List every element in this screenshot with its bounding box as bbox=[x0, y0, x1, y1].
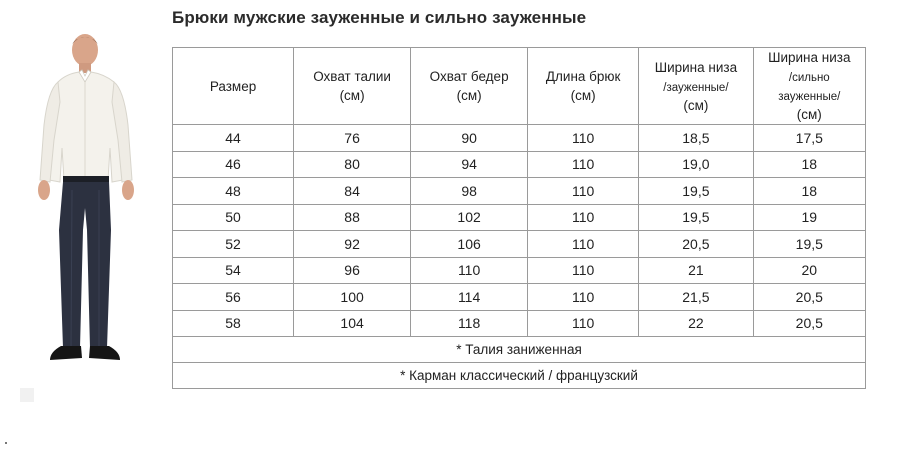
cell-bottom-very-narrow: 19,5 bbox=[753, 231, 865, 258]
cell-waist: 100 bbox=[294, 284, 411, 311]
header-hip-unit: (см) bbox=[456, 88, 482, 103]
table-note-row bbox=[173, 363, 866, 389]
cell-waist: 76 bbox=[294, 125, 411, 152]
cell-size: 50 bbox=[173, 204, 294, 231]
cell-bottom-very-narrow: 18 bbox=[753, 151, 865, 178]
header-narrow-unit: (см) bbox=[683, 97, 709, 113]
cell-hip: 114 bbox=[411, 284, 528, 311]
cell-size: 54 bbox=[173, 257, 294, 284]
page-title: Брюки мужские зауженные и сильно зауженные bbox=[172, 8, 587, 27]
header-narrow-qualifier: /зауженные/ bbox=[663, 81, 729, 94]
header-very-narrow-label: Ширина низа bbox=[768, 50, 851, 65]
cell-hip: 102 bbox=[411, 204, 528, 231]
cell-waist: 80 bbox=[294, 151, 411, 178]
cell-hip: 94 bbox=[411, 151, 528, 178]
cell-length: 110 bbox=[528, 310, 639, 337]
size-table bbox=[172, 47, 866, 389]
header-bottom-width-narrow bbox=[639, 48, 753, 125]
cell-size: 58 bbox=[173, 310, 294, 337]
cell-waist: 92 bbox=[294, 231, 411, 258]
table-row bbox=[173, 151, 866, 178]
cell-length: 110 bbox=[528, 151, 639, 178]
cell-bottom-narrow: 19,0 bbox=[639, 151, 753, 178]
cell-waist: 88 bbox=[294, 204, 411, 231]
header-bottom-width-very-narrow bbox=[753, 48, 865, 125]
header-length-unit: (см) bbox=[570, 88, 596, 103]
cell-length: 110 bbox=[528, 125, 639, 152]
cell-bottom-very-narrow: 19 bbox=[753, 204, 865, 231]
cell-bottom-narrow: 20,5 bbox=[639, 231, 753, 258]
header-waist-label: Охват талии bbox=[313, 69, 391, 84]
table-row bbox=[173, 178, 866, 205]
note-pocket-type: * Карман классический / французский bbox=[173, 363, 866, 389]
table-row bbox=[173, 231, 866, 258]
header-waist-unit: (см) bbox=[339, 88, 365, 103]
table-row bbox=[173, 284, 866, 311]
cell-size: 56 bbox=[173, 284, 294, 311]
table-note-row bbox=[173, 337, 866, 363]
corner-dot bbox=[5, 442, 7, 444]
cell-bottom-narrow: 19,5 bbox=[639, 178, 753, 205]
cell-bottom-narrow: 21 bbox=[639, 257, 753, 284]
cell-length: 110 bbox=[528, 284, 639, 311]
cell-bottom-very-narrow: 17,5 bbox=[753, 125, 865, 152]
cell-bottom-narrow: 21,5 bbox=[639, 284, 753, 311]
cell-waist: 104 bbox=[294, 310, 411, 337]
cell-length: 110 bbox=[528, 178, 639, 205]
table-row bbox=[173, 257, 866, 284]
cell-size: 46 bbox=[173, 151, 294, 178]
header-hip-label: Охват бедер bbox=[429, 69, 509, 84]
cell-bottom-narrow: 19,5 bbox=[639, 204, 753, 231]
header-very-narrow-qualifier-1: /сильно bbox=[788, 72, 830, 84]
cell-hip: 90 bbox=[411, 125, 528, 152]
note-low-waist: * Талия заниженная bbox=[173, 337, 866, 363]
header-waist bbox=[294, 48, 411, 125]
cell-hip: 110 bbox=[411, 257, 528, 284]
header-narrow-label: Ширина низа bbox=[654, 59, 738, 75]
cell-length: 110 bbox=[528, 204, 639, 231]
cell-size: 44 bbox=[173, 125, 294, 152]
cell-bottom-very-narrow: 20 bbox=[753, 257, 865, 284]
cell-length: 110 bbox=[528, 257, 639, 284]
header-very-narrow-unit: (см) bbox=[796, 107, 822, 122]
man-in-shirt-and-trousers-icon bbox=[28, 30, 144, 375]
header-size bbox=[173, 48, 294, 125]
header-very-narrow-qualifier-2: зауженные/ bbox=[778, 91, 841, 103]
header-hip bbox=[411, 48, 528, 125]
table-row bbox=[173, 310, 866, 337]
cell-hip: 118 bbox=[411, 310, 528, 337]
header-length-label: Длина брюк bbox=[545, 69, 621, 84]
table-header-row bbox=[173, 48, 866, 125]
cell-bottom-very-narrow: 18 bbox=[753, 178, 865, 205]
cell-waist: 84 bbox=[294, 178, 411, 205]
cell-hip: 98 bbox=[411, 178, 528, 205]
cell-size: 52 bbox=[173, 231, 294, 258]
cell-bottom-narrow: 22 bbox=[639, 310, 753, 337]
table-row bbox=[173, 204, 866, 231]
table-row bbox=[173, 125, 866, 152]
header-size-label: Размер bbox=[209, 78, 257, 94]
cell-size: 48 bbox=[173, 178, 294, 205]
floor-shadow bbox=[20, 388, 34, 402]
cell-bottom-very-narrow: 20,5 bbox=[753, 284, 865, 311]
cell-length: 110 bbox=[528, 231, 639, 258]
cell-hip: 106 bbox=[411, 231, 528, 258]
cell-bottom-very-narrow: 20,5 bbox=[753, 310, 865, 337]
header-length bbox=[528, 48, 639, 125]
cell-bottom-narrow: 18,5 bbox=[639, 125, 753, 152]
cell-waist: 96 bbox=[294, 257, 411, 284]
